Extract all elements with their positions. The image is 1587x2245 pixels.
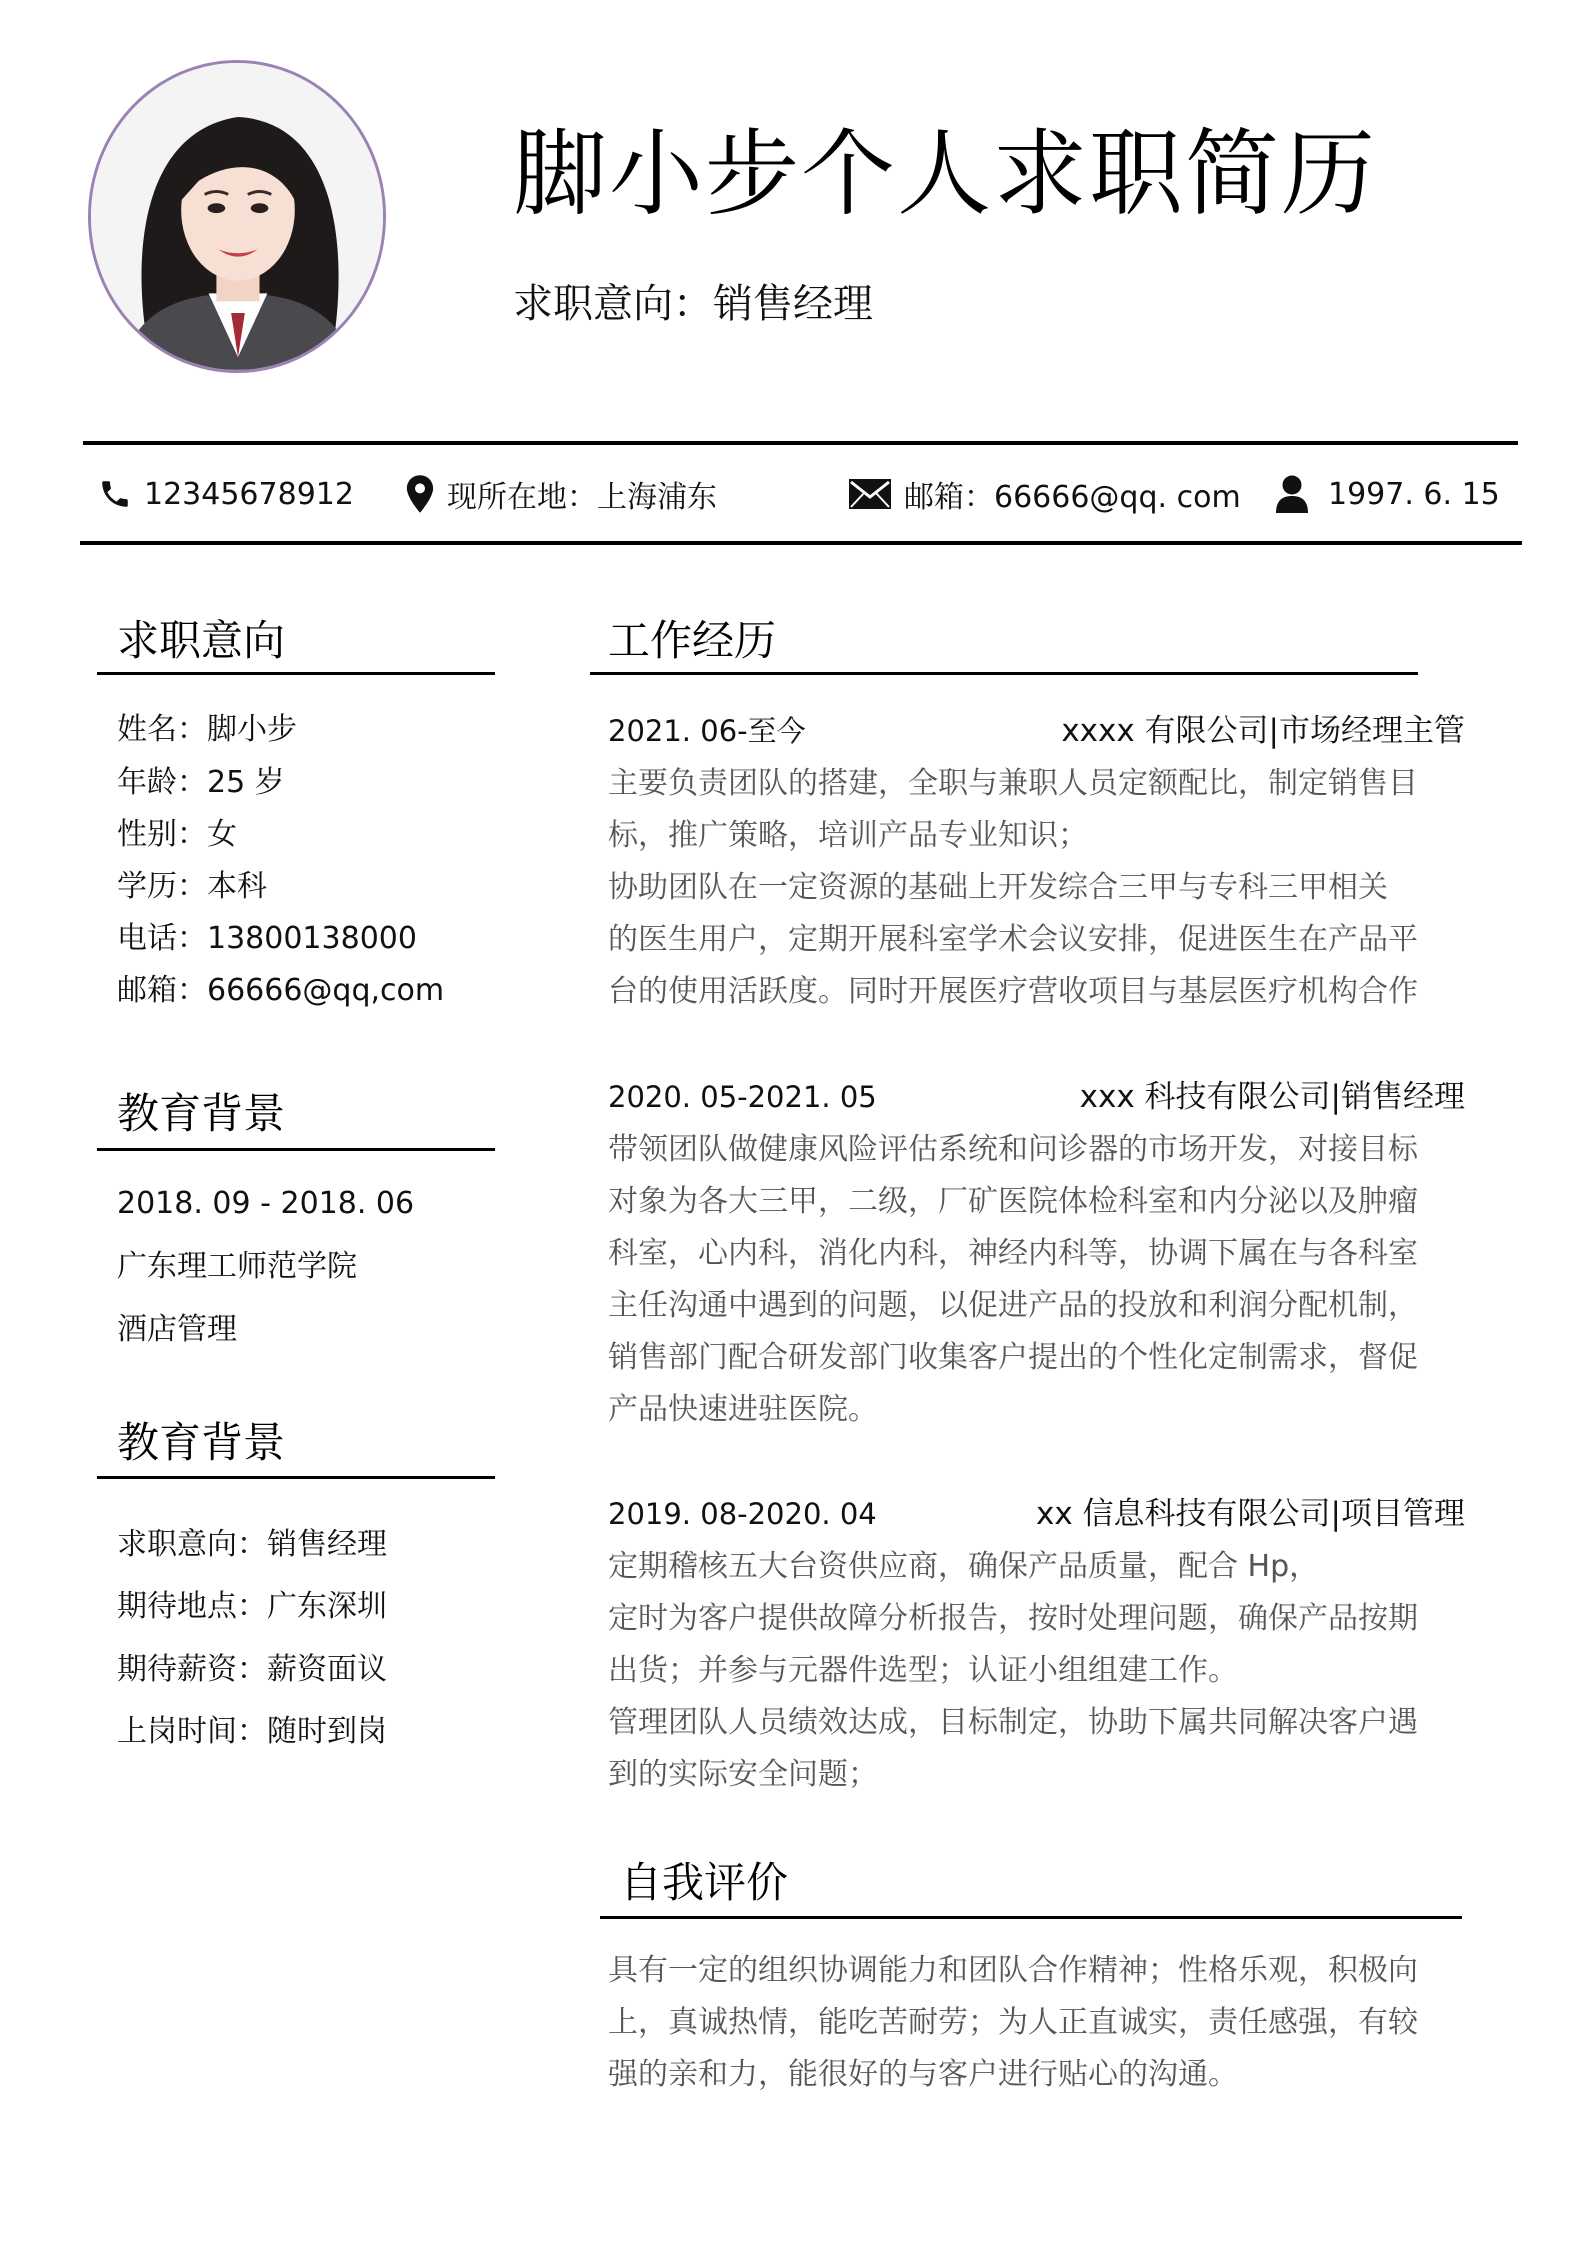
portrait-image (91, 63, 383, 370)
contact-location (405, 472, 717, 516)
email-text: 邮箱：66666@qq. com (904, 480, 1241, 515)
contact-birthday (1276, 472, 1500, 516)
profile-row: 年龄：25 岁 (117, 765, 285, 800)
contact-email (848, 472, 1241, 516)
job-desc-line: 科室，心内科，消化内科，神经内科等，协调下属在与各科室 (608, 1236, 1418, 1271)
birthday-text: 1997. 6. 15 (1328, 476, 1500, 512)
job-company-role: xxxx 有限公司|市场经理主管 (1061, 713, 1465, 749)
resume-title: 脚小步个人求职简历 (513, 120, 1378, 229)
job-desc-line: 带领团队做健康风险评估系统和问诊器的市场开发，对接目标 (608, 1132, 1418, 1167)
expectation-row: 期待地点：广东深圳 (117, 1589, 387, 1624)
self-eval-text (608, 1945, 1470, 2101)
expectation-row: 求职意向：销售经理 (117, 1527, 387, 1562)
section-title-expectation: 教育背景 (117, 1418, 286, 1467)
self-eval-line: 上，真诚热情，能吃苦耐劳；为人正直诚实，责任感强，有较 (608, 2005, 1418, 2040)
job-desc-line: 的医生用户，定期开展科室学术会议安排，促进医生在产品平 (608, 922, 1418, 957)
location-text: 现所在地：上海浦东 (447, 480, 717, 515)
contact-phone (98, 472, 354, 516)
job-company-role: xx 信息科技有限公司|项目管理 (1036, 1496, 1465, 1532)
phone-text: 12345678912 (144, 476, 354, 512)
section-rule-education (97, 1148, 495, 1151)
section-rule-profile (97, 672, 495, 675)
job-desc-line: 标，推广策略，培训产品专业知识； (608, 818, 1088, 853)
self-eval-line: 具有一定的组织协调能力和团队合作精神；性格乐观，积极向 (608, 1953, 1418, 1988)
education-row: 2018. 09 - 2018. 06 (117, 1186, 415, 1221)
profile-row: 学历：本科 (117, 869, 267, 904)
expectation-row: 上岗时间：随时到岗 (117, 1714, 387, 1749)
job-date: 2021. 06-至今 (608, 714, 806, 748)
job-description (608, 1124, 1470, 1436)
job-desc-line: 协助团队在一定资源的基础上开发综合三甲与专科三甲相关 (608, 870, 1388, 905)
job-desc-line: 定时为客户提供故障分析报告，按时处理问题，确保产品按期 (608, 1601, 1418, 1636)
mail-icon (848, 478, 892, 510)
section-title-work: 工作经历 (608, 616, 777, 665)
profile-row: 姓名：脚小步 (117, 712, 297, 747)
job-desc-line: 定期稽核五大台资供应商，确保产品质量，配合 Hp， (608, 1549, 1320, 1584)
contact-bar-bottom-rule (80, 541, 1522, 545)
job-date: 2019. 08-2020. 04 (608, 1497, 877, 1531)
section-rule-expectation (97, 1476, 495, 1479)
profile-row: 电话：13800138000 (117, 921, 417, 956)
job-desc-line: 出货；并参与元器件选型；认证小组组建工作。 (608, 1653, 1238, 1688)
section-rule-self-eval (600, 1916, 1462, 1919)
job-desc-line: 产品快速进驻医院。 (608, 1392, 878, 1427)
section-title-education: 教育背景 (117, 1089, 286, 1138)
person-icon (1276, 475, 1308, 513)
section-title-profile: 求职意向 (117, 616, 286, 665)
profile-row: 邮箱：66666@qq,com (117, 973, 445, 1008)
job-intent-subtitle: 求职意向：销售经理 (513, 281, 873, 327)
profile-photo (88, 60, 386, 373)
job-description (608, 758, 1470, 1018)
job-desc-line: 到的实际安全问题； (608, 1757, 878, 1792)
job-desc-line: 台的使用活跃度。同时开展医疗营收项目与基层医疗机构合作 (608, 974, 1418, 1009)
job-desc-line: 主任沟通中遇到的问题，以促进产品的投放和利润分配机制， (608, 1288, 1418, 1323)
self-eval-line: 强的亲和力，能很好的与客户进行贴心的沟通。 (608, 2057, 1238, 2092)
job-desc-line: 主要负责团队的搭建，全职与兼职人员定额配比，制定销售目 (608, 766, 1418, 801)
education-row: 酒店管理 (117, 1312, 237, 1347)
education-row: 广东理工师范学院 (117, 1249, 357, 1284)
contact-bar-top-rule (83, 441, 1518, 445)
location-pin-icon (405, 475, 435, 513)
job-date: 2020. 05-2021. 05 (608, 1080, 877, 1114)
job-desc-line: 对象为各大三甲，二级，厂矿医院体检科室和内分泌以及肿瘤 (608, 1184, 1418, 1219)
phone-icon (98, 477, 132, 511)
job-desc-line: 管理团队人员绩效达成，目标制定，协助下属共同解决客户遇 (608, 1705, 1418, 1740)
profile-row: 性别：女 (117, 817, 237, 852)
section-title-self-eval: 自我评价 (620, 1858, 789, 1907)
job-company-role: xxx 科技有限公司|销售经理 (1079, 1079, 1465, 1115)
section-rule-work (590, 672, 1418, 675)
job-description (608, 1541, 1470, 1801)
job-desc-line: 销售部门配合研发部门收集客户提出的个性化定制需求，督促 (608, 1340, 1418, 1375)
expectation-row: 期待薪资：薪资面议 (117, 1652, 387, 1687)
